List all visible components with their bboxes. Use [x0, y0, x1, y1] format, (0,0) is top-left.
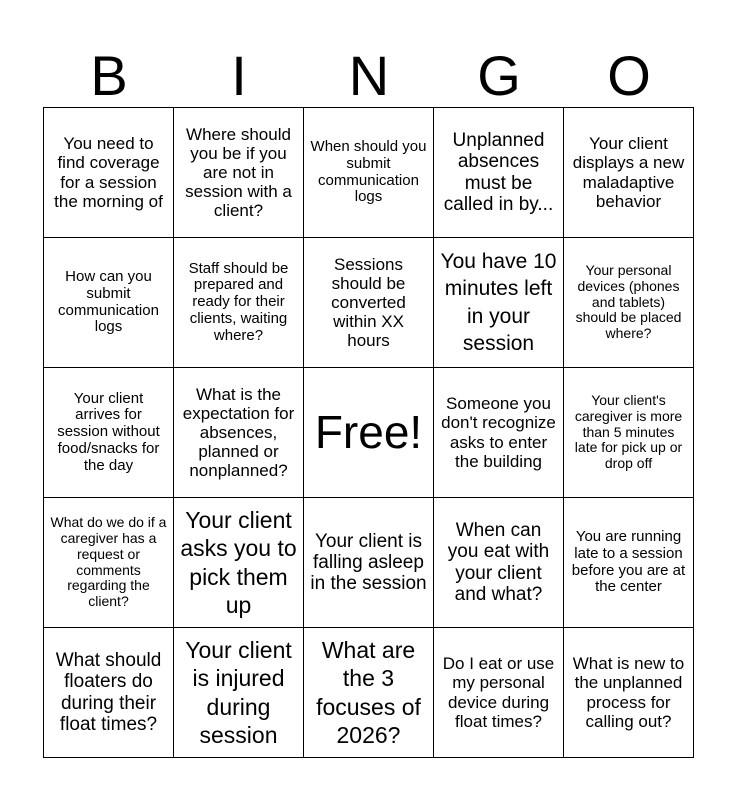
bingo-cell[interactable] — [564, 108, 694, 238]
bingo-cell[interactable] — [174, 368, 304, 498]
cell-text: Where should you be if you are not in session with a client? — [185, 124, 292, 221]
bingo-cell[interactable] — [304, 108, 434, 238]
cell-text: Do I eat or use my personal device during float times? — [442, 654, 555, 731]
cell-text: You need to find coverage for a session the morning of — [54, 134, 163, 211]
cell-text: Someone you don't recognize asks to enter the building — [441, 394, 556, 471]
bingo-cell[interactable] — [174, 108, 304, 238]
cell-text: Unplanned absences must be called in by... — [443, 129, 554, 215]
bingo-cell[interactable] — [304, 238, 434, 368]
cell-text: Your client displays a new maladaptive behavior — [572, 134, 685, 211]
cell-text: Your client's caregiver is more than 5 minutes late for pick up or drop off — [574, 392, 683, 471]
cell-text: You have 10 minutes left in your session — [440, 249, 557, 355]
cell-text: Your client asks you to pick them up — [180, 507, 297, 618]
bingo-cell[interactable] — [564, 238, 694, 368]
cell-text: Your personal devices (phones and tablets) should be placed where? — [575, 262, 682, 341]
cell-text: What do we do if a caregiver has a request or comments regarding the client? — [50, 514, 167, 609]
free-space[interactable] — [304, 368, 434, 498]
cell-text: When can you eat with your client and what? — [447, 519, 550, 605]
cell-text: How can you submit communication logs — [58, 267, 159, 336]
bingo-cell[interactable] — [434, 628, 564, 758]
bingo-cell[interactable] — [564, 368, 694, 498]
bingo-cell[interactable] — [174, 628, 304, 758]
bingo-cell[interactable] — [174, 238, 304, 368]
bingo-cell[interactable] — [564, 628, 694, 758]
bingo-cell[interactable] — [434, 108, 564, 238]
free-space-label: Free! — [314, 405, 423, 458]
cell-text: What are the 3 focuses of 2026? — [316, 637, 421, 748]
header-letter-n: N — [348, 44, 390, 107]
bingo-cell[interactable] — [44, 108, 174, 238]
bingo-cell[interactable] — [44, 238, 174, 368]
bingo-cell[interactable] — [434, 368, 564, 498]
bingo-header — [44, 44, 694, 108]
header-letter-i: I — [231, 44, 247, 107]
bingo-cell[interactable] — [434, 498, 564, 628]
bingo-cell[interactable] — [44, 368, 174, 498]
cell-text: Staff should be prepared and ready for their clients, waiting where? — [188, 259, 289, 344]
bingo-cell[interactable] — [304, 498, 434, 628]
bingo-cell[interactable] — [174, 498, 304, 628]
cell-text: Your client arrives for session without food/snacks for the day — [57, 389, 160, 474]
bingo-cell[interactable] — [434, 238, 564, 368]
cell-text: What should floaters do during their float times? — [55, 649, 162, 735]
bingo-cell[interactable] — [304, 628, 434, 758]
bingo-cell[interactable] — [564, 498, 694, 628]
cell-text: When should you submit communication logs — [310, 137, 427, 206]
cell-text: Your client is falling asleep in the session — [310, 530, 427, 595]
bingo-cell[interactable] — [44, 628, 174, 758]
cell-text: What is new to the unplanned process for calling out? — [572, 654, 685, 731]
bingo-cell[interactable] — [44, 498, 174, 628]
cell-text: Your client is injured during session — [185, 637, 292, 748]
cell-text: What is the expectation for absences, planned or nonplanned? — [182, 384, 295, 481]
cell-text: Sessions should be converted within XX hours — [331, 254, 406, 351]
cell-text: You are running late to a session before you are at the center — [571, 527, 686, 596]
header-letter-b: B — [90, 44, 128, 107]
header-letter-o: O — [607, 44, 651, 107]
bingo-board — [43, 107, 694, 758]
header-letter-g: G — [477, 44, 521, 107]
